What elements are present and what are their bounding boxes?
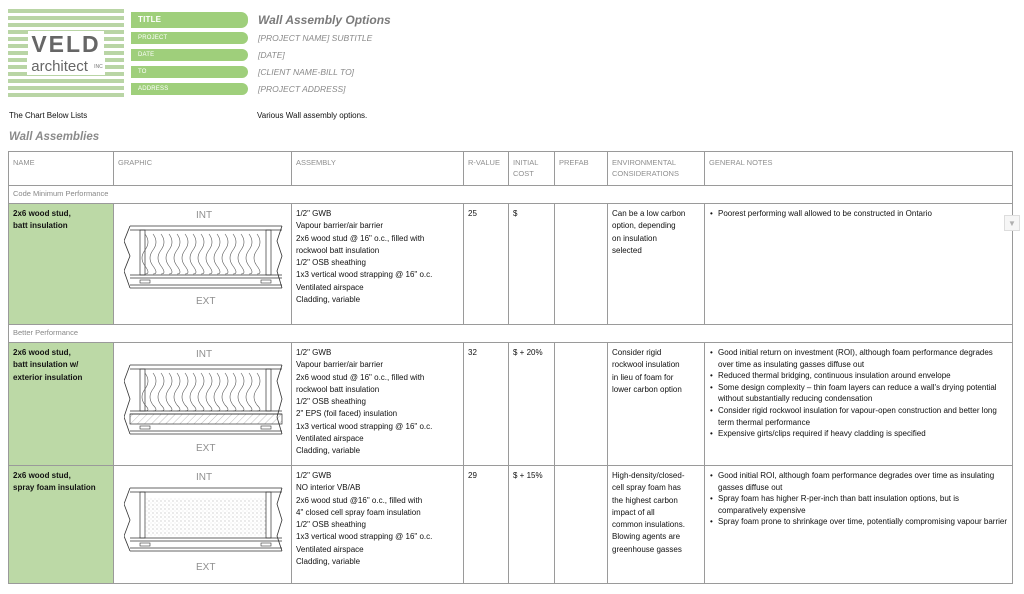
note-item: • Spray foam prone to shrinkage over time, potentially compromising vapour barrier	[709, 516, 1009, 528]
ext-label: EXT	[196, 562, 216, 573]
r-value: 29	[464, 466, 509, 584]
group-row	[9, 186, 1013, 204]
group-label: Better Performance	[9, 325, 1013, 343]
prefab	[555, 343, 608, 466]
initial-cost: $ + 20%	[509, 343, 555, 466]
initial-cost: $ + 15%	[509, 466, 555, 584]
dropdown-button[interactable]	[1004, 215, 1020, 231]
ext-label: EXT	[196, 296, 216, 307]
logo-word: VELD	[8, 31, 124, 58]
table-row	[9, 204, 1013, 325]
col-name: NAME	[9, 152, 114, 186]
col-general-notes: GENERAL NOTES	[705, 152, 1013, 186]
col-environmental: ENVIRONMENTAL CONSIDERATIONS	[608, 152, 705, 186]
note-item: • Some design complexity – thin foam layers can reduce a wall's drying potential without substantially reducing condensation	[709, 382, 1009, 405]
intro-left: The Chart Below Lists	[9, 111, 88, 120]
environmental: High-density/closed- cell spray foam has the highest carbon impact of all common insulations. Blowing agents are greenhouse gasses	[608, 466, 705, 584]
title-block	[131, 11, 391, 97]
int-label: INT	[196, 472, 213, 483]
section-title: Wall Assemblies	[9, 131, 100, 143]
wall-graphic	[114, 466, 292, 584]
environmental: Can be a low carbon option, depending on insulation selected	[608, 204, 705, 325]
veld-logo	[8, 9, 124, 97]
group-row	[9, 325, 1013, 343]
environmental: Consider rigid rockwool insulation in lieu of foam for lower carbon option	[608, 343, 705, 466]
assembly-layers: 1/2" GWB Vapour barrier/air barrier 2x6 wood stud @ 16" o.c., filled with rockwool batt insulation 1/2" OSB sheathing 2" EPS (foil faced) insulation 1x3 vertical wood strapping @ 16" o.c. Ventilated airspace Cladding, variable	[292, 343, 464, 466]
intro-right: Various Wall assembly options.	[257, 111, 368, 120]
table-row	[9, 343, 1013, 466]
int-label: INT	[196, 349, 213, 360]
assembly-name: 2x6 wood stud, spray foam insulation	[9, 466, 114, 584]
table-row	[9, 466, 1013, 584]
date-label: DATE	[131, 49, 248, 61]
date-value: [DATE]	[258, 49, 285, 60]
general-notes	[705, 466, 1013, 584]
initial-cost: $	[509, 204, 555, 325]
col-prefab: PREFAB	[555, 152, 608, 186]
project-row	[131, 29, 391, 46]
ext-label: EXT	[196, 443, 216, 454]
group-label: Code Minimum Performance	[9, 186, 1013, 204]
col-graphic: GRAPHIC	[114, 152, 292, 186]
to-row	[131, 63, 391, 80]
col-assembly: ASSEMBLY	[292, 152, 464, 186]
r-value: 32	[464, 343, 509, 466]
wall-section-drawing	[124, 468, 284, 578]
note-item: • Good initial ROI, although foam performance degrades over time as insulating gasses diffuse out	[709, 470, 1009, 493]
col-initial-cost: INITIAL COST	[509, 152, 555, 186]
wall-graphic	[114, 343, 292, 466]
wall-section-drawing	[124, 206, 284, 318]
note-item: • Expensive girts/clips required if heavy cladding is specified	[709, 428, 1009, 440]
note-item: • Spray foam has higher R-per-inch than batt insulation options, but is comparatively expensive	[709, 493, 1009, 516]
title-label: TITLE	[131, 12, 248, 28]
note-item: • Consider rigid rockwool insulation for vapour-open construction and better long term thermal performance	[709, 405, 1009, 428]
title-row	[131, 11, 391, 29]
to-value: [CLIENT NAME-BILL TO]	[258, 66, 355, 77]
assembly-name: 2x6 wood stud, batt insulation w/ exterior insulation	[9, 343, 114, 466]
assembly-layers: 1/2" GWB Vapour barrier/air barrier 2x6 wood stud @ 16" o.c., filled with rockwool batt insulation 1/2" OSB sheathing 1x3 vertical wood strapping @ 16" o.c. Ventilated airspace Cladding, variable	[292, 204, 464, 325]
project-value: [PROJECT NAME] SUBTITLE	[258, 32, 373, 43]
wall-assemblies-table	[8, 151, 1013, 584]
header-row	[9, 152, 1013, 186]
wall-section-drawing	[124, 345, 284, 459]
to-label: TO	[131, 66, 248, 78]
prefab	[555, 466, 608, 584]
prefab	[555, 204, 608, 325]
general-notes	[705, 204, 1013, 325]
note-item: • Reduced thermal bridging, continuous insulation around envelope	[709, 370, 1009, 382]
int-label: INT	[196, 210, 213, 221]
assembly-name: 2x6 wood stud, batt insulation	[9, 204, 114, 325]
general-notes	[705, 343, 1013, 466]
date-row	[131, 46, 391, 63]
address-value: [PROJECT ADDRESS]	[258, 83, 346, 94]
address-label: ADDRESS	[131, 83, 248, 95]
project-label: PROJECT	[131, 32, 248, 44]
note-item: • Poorest performing wall allowed to be constructed in Ontario	[709, 208, 1009, 220]
wall-graphic	[114, 204, 292, 325]
col-r-value: R-VALUE	[464, 152, 509, 186]
note-item: • Good initial return on investment (ROI), although foam performance degrades over time as insulating gasses diffuse out	[709, 347, 1009, 370]
chevron-down-icon: ▼	[1008, 219, 1016, 228]
r-value: 25	[464, 204, 509, 325]
address-row	[131, 80, 391, 97]
title-value: Wall Assembly Options	[258, 13, 391, 27]
assembly-layers: 1/2" GWB NO interior VB/AB 2x6 wood stud @16" o.c., filled with 4" closed cell spray foam insulation 1/2" OSB sheathing 1x3 vertical wood strapping @ 16" o.c. Ventilated airspace Cladding, variable	[292, 466, 464, 584]
logo-sub: architect INC	[8, 58, 124, 75]
